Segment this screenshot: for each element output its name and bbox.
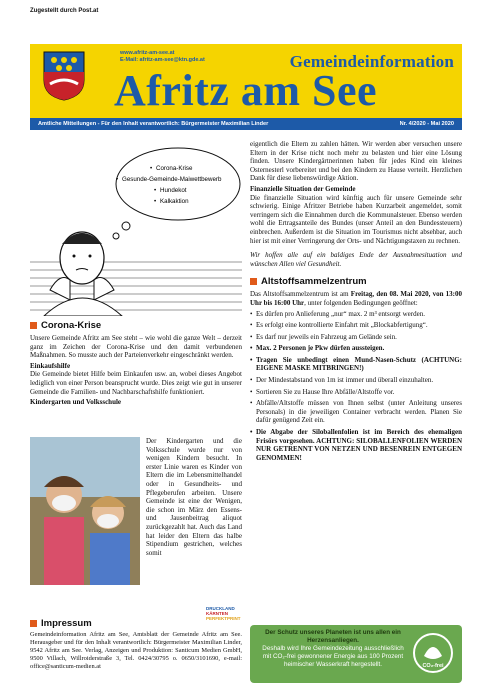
delivery-note: Zugestellt durch Post.at: [30, 8, 99, 14]
list-item: • Max. 2 Personen je Pkw dürfen aussteigen.: [250, 344, 462, 353]
issue-number: Nr. 4/2020 - Mai 2020: [399, 121, 454, 127]
druckland-logo: DRUCKLAND KÄRNTEN PERFEKTPRINT: [206, 606, 241, 621]
coat-of-arms-icon: [42, 50, 86, 102]
responsibility-note: Amtliche Mitteilungen - Für den Inhalt verantwortlich: Bürgermeister Maximilian Linder: [38, 121, 269, 127]
bubble-item-1: Corona-Krise: [156, 165, 193, 172]
co2-free-badge-icon: [412, 632, 454, 674]
altstoff-intro: Das Altstoffsammelzentrum ist am Freitag, den 08. Mai 2020, von 13:00 Uhr bis 16:00 Uhr, unter folgenden Bedingungen geöffnet:: [250, 290, 462, 307]
kids-heading: Kindergarten und Volksschule: [30, 398, 122, 407]
svg-text:•: •: [154, 198, 157, 205]
co2-notice-body: Deshalb wird Ihre Gemeindezeitung ausschließlich mit CO₂-frei gewonnener Energie aus 100 Prozent heimischer Wasserkraft hergestellt.: [262, 645, 404, 668]
email-link[interactable]: E-Mail: afritz-am-see@ktn.gde.at: [120, 57, 205, 63]
impressum-text: Gemeindeinformation Afritz am See, Amtsblatt der Gemeinde Afritz am See. Herausgeber und für den Inhalt verantwortlich: Bürgermeister Maximilian Linder, 9542 Afritz am See. Verlag, Anzeigen und Produktion: Santicum Medien GmbH, 9500 Villach, Willroiderstraße 3, Tel. 0424/30795 o. 0650/3101690, e-mail: office@santicum-medien.at: [30, 631, 242, 670]
section-marker-icon: [250, 278, 257, 285]
list-item: • Es darf nur jeweils ein Fahrzeug am Gelände sein.: [250, 333, 462, 342]
publication-subtitle: Gemeindeinformation: [289, 52, 454, 71]
corona-intro: Unsere Gemeinde Afritz am See steht – wie wohl die ganze Welt – derzeit ganz im Zeichen der Corona-Krise und den damit verbundenen Maßnahmen. So musste auch der Parteienverkehr eingeschränkt werden.: [30, 334, 242, 360]
corona-heading: Corona-Krise: [30, 320, 242, 331]
contact-info: [120, 50, 205, 64]
co2-notice-text: [258, 629, 408, 669]
list-item: • Es erfolgt eine kontrollierte Einfahrt mit „Blockabfertigung“.: [250, 321, 462, 330]
svg-text:•: •: [154, 187, 157, 194]
bubble-item-3: Hundekot: [160, 187, 187, 194]
bubble-item-4: Kalkaktion: [160, 198, 189, 205]
kids-text: Der Kindergarten und die Volksschule wurde nur von wenigen Kindern besucht. In erster Linie waren es Kinder von Eltern die im Lebensmittelhandel oder in Gesundheits- und Pflegeberufen arbeiten. Unsere Gemeinde ist eine der Wenigen, die schon im März den Essens- und Jausenbeitrag aliquot zurückgezahlt hat. Auch das Land hat leider den Eltern das halbe Stipendium gestrichen, welches somit: [146, 437, 242, 557]
svg-text:•: •: [116, 176, 119, 183]
list-item: • Der Mindestabstand von 1m ist immer und überall einzuhalten.: [250, 376, 462, 385]
help-text: Die Gemeinde bietet Hilfe beim Einkaufen usw. an, wobei dieses Angebot lediglich von einer Person beansprucht wurde. Dies zeigt wie gut in unserer Gemeinde die Familien- und Nachbarschaftshilfe funktioniert.: [30, 370, 242, 396]
masthead-subbar: [30, 118, 462, 130]
masthead-banner: [30, 44, 462, 118]
thinking-man-illustration: [30, 140, 242, 316]
list-item: • Tragen Sie unbedingt einen Mund-Nasen-Schutz (ACHTUNG: EIGENE MASKE MITBRINGEN!): [250, 356, 462, 373]
publication-title: Afritz am See: [114, 66, 378, 115]
corona-section: [30, 320, 242, 407]
help-heading: Einkaufshilfe: [30, 361, 71, 370]
section-marker-icon: [30, 322, 37, 329]
altstoff-rules-list: [250, 310, 462, 463]
finance-text: Die finanzielle Situation wird künftig auch für unsere Gemeinde sehr schwierig. Einige Afritzer Betriebe haben Kurzarbeit angemeldet, somit verringern sich die Einnahmen durch die Kommunalsteuer. Ebenso werden wohl die Ertragsanteile des Bundes (unser Anteil an den Bundessteuern) einbrechen. Außerdem ist die Situation im Tourismus nicht absehbar, auch hier ist mit einer Verringerung der Orts- und Nächtigungstaxen zu rechnen.: [250, 193, 462, 245]
section-marker-icon: [30, 620, 37, 627]
svg-text:•: •: [150, 165, 153, 172]
co2-badge-label: CO₂-frei: [422, 663, 444, 669]
website-link[interactable]: www.afritz-am-see.at: [120, 50, 175, 56]
finance-heading: Finanzielle Situation der Gemeinde: [250, 184, 356, 193]
closing-wish: Wir hoffen alle auf ein baldiges Ende der Ausnahmesituation und wünschen Allen viel Gesundheit.: [250, 251, 462, 268]
bubble-item-2: Gesunde-Gemeinde-Maiwettbewerb: [122, 176, 222, 183]
altstoff-heading: Altstoffsammelzentrum: [250, 276, 462, 287]
co2-free-notice: [250, 625, 462, 683]
impressum-heading: Impressum: [30, 618, 92, 629]
kids-continued-text: eigentlich die Eltern zu zahlen hätten. Wir werden aber versuchen unsere Eltern in der Krise nicht noch mehr zu belasten und hier eine Lösung finden. Unsere Kindergärtnerinnen haben für jedes Kind ein kleines Osternesterl vorbereitet und bei den Kindern zu Hause verteilt. Herzlichen Dank für diese liebenswürdige Aktion.: [250, 140, 462, 183]
list-item: • Sortieren Sie zu Hause Ihre Abfälle/Altstoffe vor.: [250, 388, 462, 397]
list-item: • Abfälle/Altstoffe müssen von Ihnen selbst (unter Anleitung unseres Personals) in die jeweiligen Container verbracht werden. Planen Sie dafür genügend Zeit ein.: [250, 399, 462, 425]
list-item: • Es dürfen pro Anlieferung „nur“ max. 2 m³ entsorgt werden.: [250, 310, 462, 319]
children-with-masks-photo: [30, 437, 140, 585]
co2-notice-headline: Der Schutz unseres Planeten ist uns allen ein Herzensanliegen.: [265, 629, 401, 644]
list-item: • Die Abgabe der Siloballenfolien ist im Bereich des ehemaligen Frisörs vorgesehen. ACHTUNG: SILOBALLENFOLIEN WERDEN NUR GETRENNT VON NETZEN UND BESENREIN ENTGEGEN GENOMMEN!: [250, 428, 462, 462]
right-column: [250, 140, 462, 465]
